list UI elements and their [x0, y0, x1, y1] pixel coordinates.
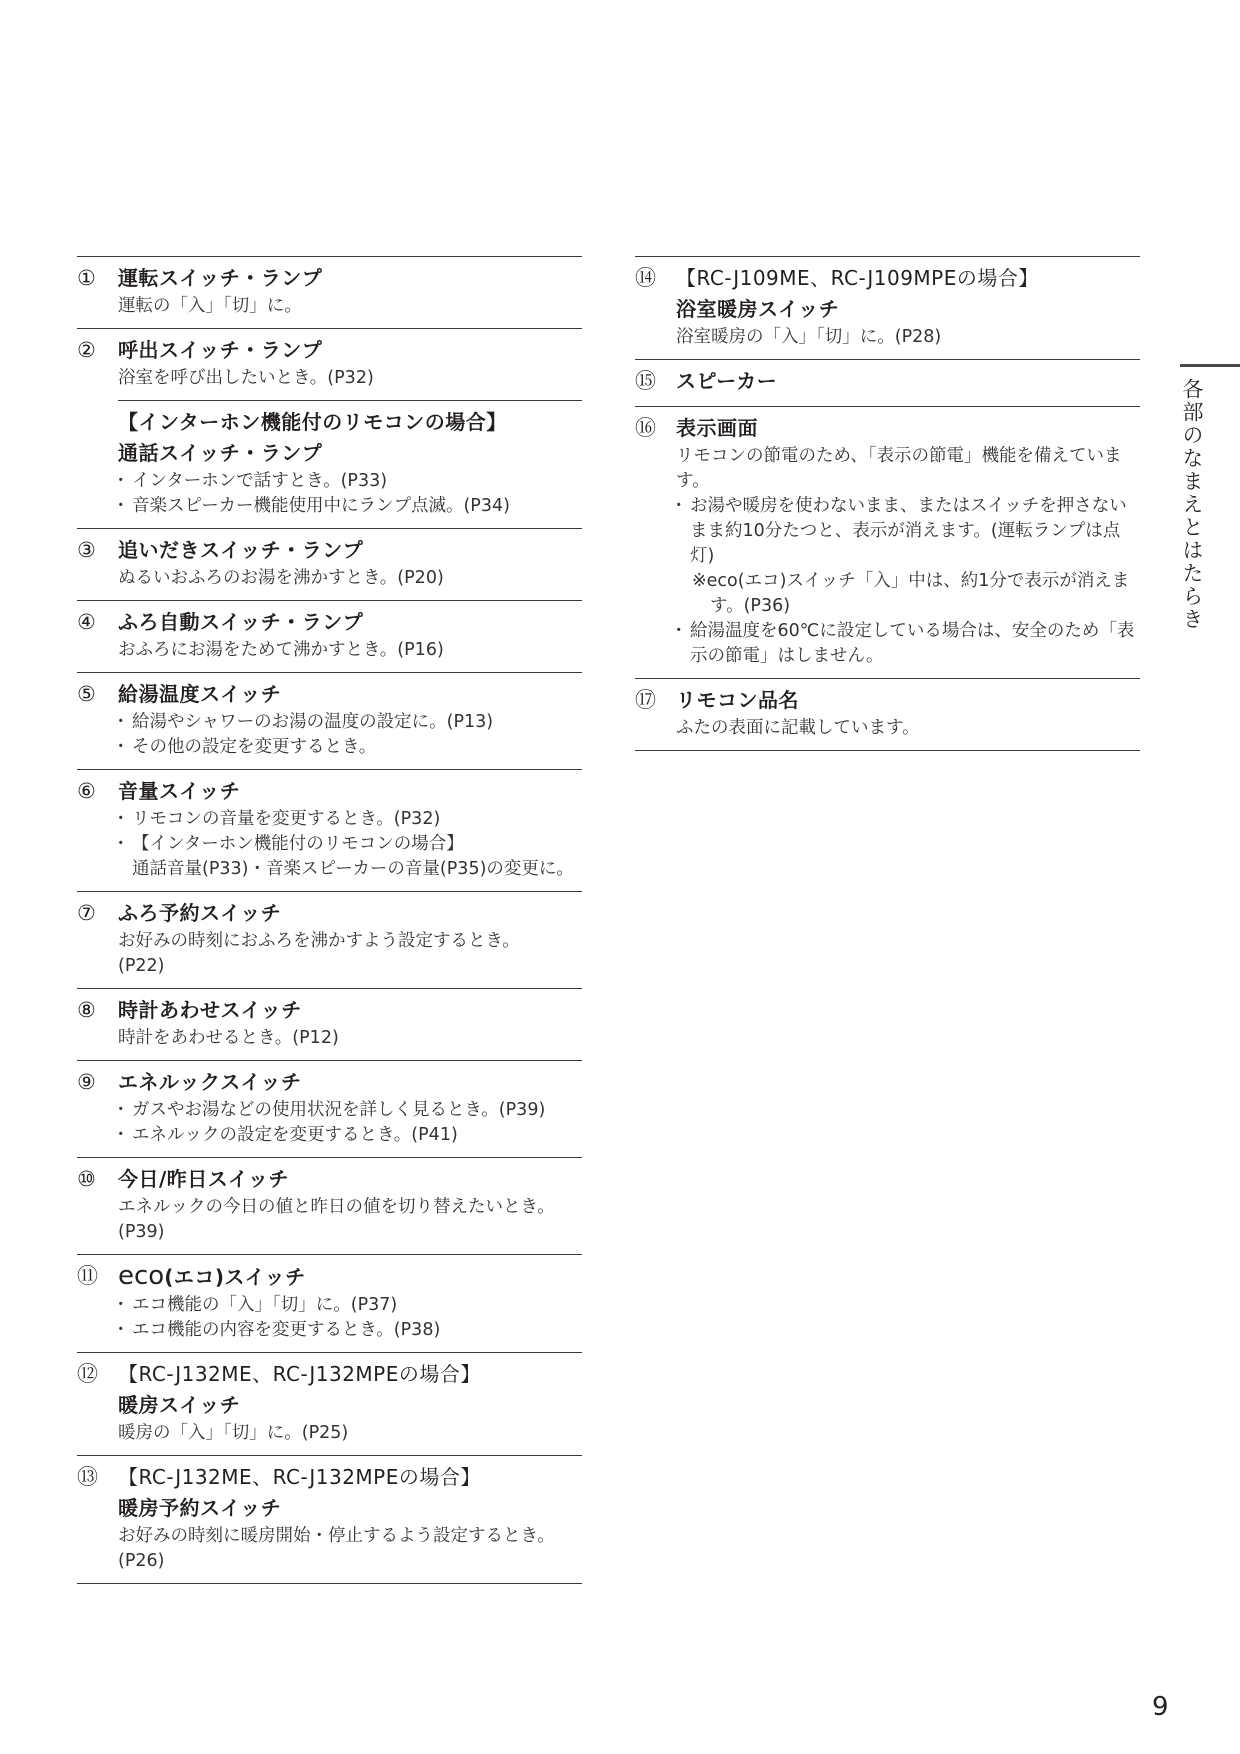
- item-titles: [118, 995, 582, 1026]
- item-titles: [118, 898, 582, 929]
- item-number: ⑤: [77, 682, 96, 706]
- item-header: [77, 995, 582, 1026]
- description-line: お好みの時刻におふろを沸かすよう設定するとき。: [118, 931, 520, 951]
- item-titles: [118, 263, 582, 294]
- item-titles: [118, 776, 582, 807]
- item-titles: [118, 1164, 582, 1195]
- item-description: [676, 444, 1140, 669]
- item-number: ⑫: [77, 1362, 98, 1386]
- list-item: [635, 678, 1140, 751]
- side-tab-rule: [1180, 364, 1240, 367]
- description-bullet: ・ 音楽スピーカー機能使用中にランプ点滅。(P34): [118, 494, 582, 519]
- description-line: (P22): [118, 956, 165, 976]
- item-header: [77, 335, 582, 366]
- description-bullet: ・ 給湯温度を60℃に設定している場合は、安全のため「表示の節電」はしません。: [676, 619, 1140, 669]
- list-item: [77, 891, 582, 988]
- description-bullet: ・ その他の設定を変更するとき。: [118, 735, 582, 760]
- description-bullet: ・ リモコンの音量を変更するとき。(P32): [118, 807, 582, 832]
- list-item: [77, 1254, 582, 1352]
- item-titles: [676, 413, 1140, 444]
- list-item: [77, 1352, 582, 1455]
- right-column: [635, 256, 1140, 751]
- item-titles: [118, 335, 582, 366]
- description-line: ぬるいおふろのお湯を沸かすとき。(P20): [118, 568, 444, 588]
- item-description: [118, 1026, 582, 1051]
- item-header: [77, 607, 582, 638]
- item-title: 表示画面: [676, 416, 758, 440]
- item-titles: [676, 263, 1140, 325]
- item-header: [77, 776, 582, 807]
- item-condition: 【インターホン機能付のリモコンの場合】: [118, 410, 507, 434]
- item-header: [77, 1261, 582, 1293]
- eco-logo: eco: [118, 1261, 165, 1291]
- description-line: 時計をあわせるとき。(P12): [118, 1028, 339, 1048]
- item-description: [118, 469, 582, 519]
- list-item: [77, 1157, 582, 1254]
- item-titles: [118, 407, 582, 469]
- list-item: [77, 1060, 582, 1157]
- list-item: [118, 400, 582, 528]
- item-description: [118, 366, 582, 391]
- item-titles: [118, 1067, 582, 1098]
- item-title: 暖房スイッチ: [118, 1393, 241, 1417]
- item-number: ⑰: [635, 688, 656, 712]
- item-condition: 【RC-J109ME、RC-J109MPEの場合】: [676, 266, 1039, 290]
- item-header: [77, 898, 582, 929]
- list-item: [635, 256, 1140, 359]
- item-header: [77, 1462, 582, 1524]
- item-description: [118, 807, 582, 882]
- item-description: [118, 1293, 582, 1343]
- item-number: ④: [77, 610, 96, 634]
- list-item: [77, 328, 582, 400]
- list-item: [77, 769, 582, 891]
- item-title: 浴室暖房スイッチ: [676, 297, 840, 321]
- item-number: ⑩: [77, 1167, 96, 1191]
- item-description: [118, 294, 582, 319]
- item-title: 時計あわせスイッチ: [118, 998, 302, 1022]
- list-item: [635, 359, 1140, 406]
- page-number: 9: [1152, 1692, 1169, 1722]
- item-description: [118, 1524, 582, 1574]
- item-title-text: (エコ)スイッチ: [164, 1265, 306, 1289]
- item-number: ②: [77, 338, 96, 362]
- item-header: [77, 535, 582, 566]
- description-bullet: ・ エネルックの設定を変更するとき。(P41): [118, 1123, 582, 1148]
- description-line: ふたの表面に記載しています。: [676, 718, 920, 738]
- description-bullet: ・ ガスやお湯などの使用状況を詳しく見るとき。(P39): [118, 1098, 582, 1123]
- item-number: ⑨: [77, 1070, 96, 1094]
- item-description: [118, 1421, 582, 1446]
- description-line: 浴室を呼び出したいとき。(P32): [118, 368, 374, 388]
- item-title: 追いだきスイッチ・ランプ: [118, 538, 364, 562]
- item-title: 運転スイッチ・ランプ: [118, 266, 323, 290]
- item-header: [635, 263, 1140, 325]
- item-condition: 【RC-J132ME、RC-J132MPEの場合】: [118, 1362, 481, 1386]
- item-description: [676, 716, 1140, 741]
- description-bullet: ・ エコ機能の「入」「切」に。(P37): [118, 1293, 582, 1318]
- item-titles: [118, 607, 582, 638]
- side-tab-label: 各部のなまえとはたらき: [1180, 378, 1204, 631]
- item-title: 給湯温度スイッチ: [118, 682, 282, 706]
- description-line: (P26): [118, 1551, 165, 1571]
- item-description: [118, 1098, 582, 1148]
- item-title: [118, 1261, 582, 1293]
- list-item: [77, 600, 582, 672]
- item-number: ③: [77, 538, 96, 562]
- item-title: 今日/昨日スイッチ: [118, 1167, 290, 1191]
- item-description: [118, 638, 582, 663]
- list-item: [77, 672, 582, 769]
- item-number: ①: [77, 266, 96, 290]
- description-line: エネルックの今日の値と昨日の値を切り替えたいとき。: [118, 1197, 555, 1217]
- item-titles: [118, 1462, 582, 1524]
- item-condition: 【RC-J132ME、RC-J132MPEの場合】: [118, 1465, 481, 1489]
- description-bullet: ・ お湯や暖房を使わないまま、またはスイッチを押さないまま約10分たつと、表示が消えます。(運転ランプは点灯): [676, 494, 1140, 569]
- description-bullet: ・ 【インターホン機能付のリモコンの場合】: [118, 832, 582, 857]
- description-note: ※eco(エコ)スイッチ「入」中は、約1分で表示が消えます。(P36): [692, 571, 1130, 616]
- item-number: ⑥: [77, 779, 96, 803]
- item-title: スピーカー: [676, 369, 778, 393]
- item-header: [77, 1067, 582, 1098]
- item-title: リモコン品名: [676, 688, 799, 712]
- list-item: [77, 528, 582, 600]
- item-number: ⑧: [77, 998, 96, 1022]
- list-item: [635, 406, 1140, 678]
- item-description: [118, 929, 582, 979]
- item-title: エネルックスイッチ: [118, 1070, 302, 1094]
- item-header: [77, 1164, 582, 1195]
- item-titles: [676, 685, 1140, 716]
- item-title: 音量スイッチ: [118, 779, 241, 803]
- description-line: 浴室暖房の「入」「切」に。(P28): [676, 327, 942, 347]
- item-header: [77, 263, 582, 294]
- list-item: [77, 256, 582, 328]
- item-header: [635, 413, 1140, 444]
- item-title: 通話スイッチ・ランプ: [118, 441, 323, 465]
- item-number: ⑬: [77, 1465, 98, 1489]
- item-titles: [118, 1261, 582, 1293]
- item-header: [77, 679, 582, 710]
- description-line: 暖房の「入」「切」に。(P25): [118, 1423, 349, 1443]
- item-number: ⑯: [635, 416, 656, 440]
- description-line: 通話音量(P33)・音楽スピーカーの音量(P35)の変更に。: [132, 859, 574, 879]
- item-header: [118, 407, 582, 469]
- item-title: 暖房予約スイッチ: [118, 1496, 282, 1520]
- item-titles: [118, 679, 582, 710]
- description-line: 運転の「入」「切」に。: [118, 296, 302, 316]
- description-line: おふろにお湯をためて沸かすとき。(P16): [118, 640, 444, 660]
- list-item: [77, 1455, 582, 1584]
- item-description: [118, 1195, 582, 1245]
- item-description: [676, 325, 1140, 350]
- item-number: ⑮: [635, 369, 656, 393]
- item-title: ふろ予約スイッチ: [118, 901, 282, 925]
- left-column: [77, 256, 582, 1584]
- item-titles: [118, 1359, 582, 1421]
- description-bullet: ・ 給湯やシャワーのお湯の温度の設定に。(P13): [118, 710, 582, 735]
- item-number: ⑪: [77, 1264, 98, 1288]
- description-line: (P39): [118, 1222, 165, 1242]
- item-description: [118, 566, 582, 591]
- list-item: [77, 988, 582, 1060]
- item-title: 呼出スイッチ・ランプ: [118, 338, 323, 362]
- item-number: ⑭: [635, 266, 656, 290]
- description-line: リモコンの節電のため、「表示の節電」機能を備えています。: [676, 446, 1122, 491]
- description-bullet: ・ インターホンで話すとき。(P33): [118, 469, 582, 494]
- item-header: [77, 1359, 582, 1421]
- item-number: ⑦: [77, 901, 96, 925]
- item-description: [118, 710, 582, 760]
- item-header: [635, 366, 1140, 397]
- description-line: お好みの時刻に暖房開始・停止するよう設定するとき。: [118, 1526, 555, 1546]
- item-titles: [118, 535, 582, 566]
- description-bullet: ・ エコ機能の内容を変更するとき。(P38): [118, 1318, 582, 1343]
- item-header: [635, 685, 1140, 716]
- item-title: ふろ自動スイッチ・ランプ: [118, 610, 364, 634]
- item-titles: [676, 366, 1140, 397]
